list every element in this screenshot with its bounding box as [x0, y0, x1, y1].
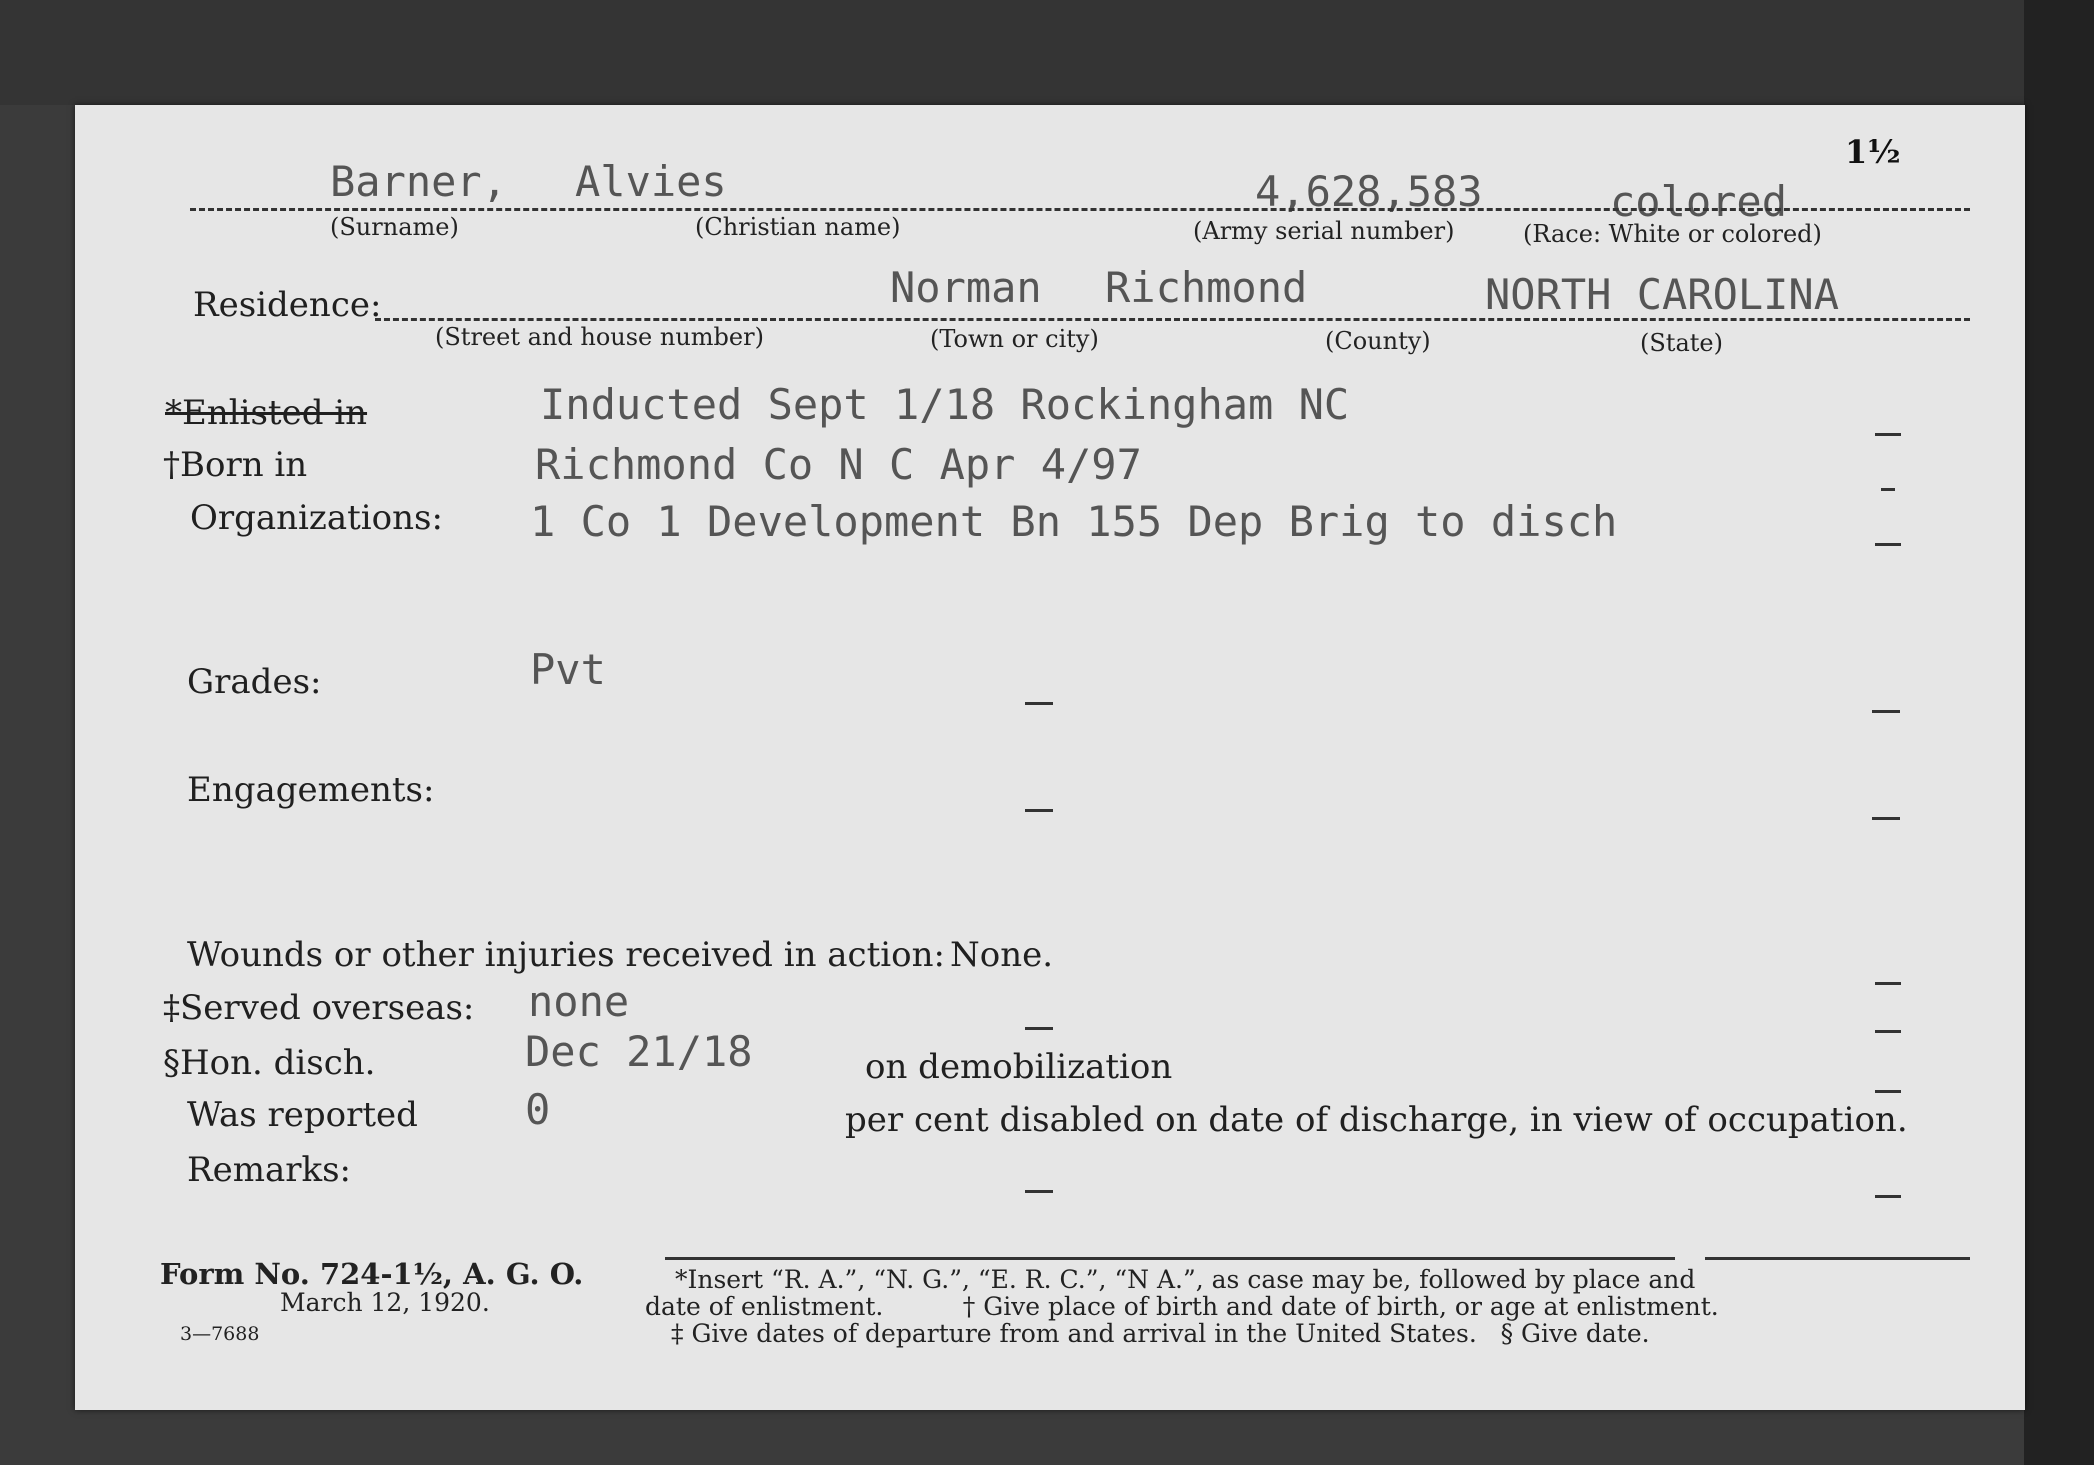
engagements-label: Engagements: [187, 770, 435, 810]
footer-note-1: *Insert “R. A.”, “N. G.”, “E. R. C.”, “N A.”, as case may be, followed by place and [675, 1265, 1696, 1294]
footer-note-3: ‡ Give dates of departure from and arrival in the United States. § Give date. [671, 1319, 1650, 1348]
scanner-backdrop [0, 0, 2094, 105]
discharge-value: Dec 21/18 [525, 1027, 753, 1076]
enlisted-value: Inducted Sept 1/18 Rockingham NC [540, 380, 1350, 429]
footer-rule [665, 1257, 1675, 1260]
grades-label: Grades: [187, 662, 322, 702]
footer-note-2: date of enlistment. † Give place of birth and date of birth, or age at enlistment. [645, 1292, 1719, 1321]
overseas-value: none [528, 977, 630, 1026]
grades-value: Pvt [530, 645, 606, 694]
county-value: Richmond [1105, 263, 1308, 312]
born-label: †Born in [163, 445, 308, 485]
town-label: (Town or city) [930, 325, 1099, 353]
organizations-label: Organizations: [190, 498, 443, 538]
discharge-note: on demobilization [865, 1047, 1173, 1087]
scanner-edge [2024, 0, 2094, 1465]
service-record-card [75, 105, 2025, 1410]
residence-line [375, 318, 1970, 321]
born-value: Richmond Co N C Apr 4/97 [535, 440, 1142, 489]
overseas-label: ‡Served overseas: [163, 988, 475, 1028]
footer-rule-right [1705, 1257, 1970, 1260]
race-label: (Race: White or colored) [1523, 220, 1822, 248]
residence-label: Residence: [193, 285, 382, 325]
enlisted-label: *Enlisted in [165, 393, 368, 433]
county-label: (County) [1325, 327, 1431, 355]
reported-note: per cent disabled on date of discharge, in view of occupation. [845, 1100, 1908, 1140]
serial-number-label: (Army serial number) [1193, 217, 1455, 245]
street-label: (Street and house number) [435, 323, 764, 351]
race-value: colored [1610, 177, 1788, 226]
form-number: Form No. 724-1½, A. G. O. [160, 1257, 584, 1291]
corner-mark: 1½ [1845, 133, 1901, 171]
christian-name-value: Alvies [575, 157, 727, 206]
surname-value: Barner, [330, 157, 508, 206]
print-code: 3—7688 [180, 1323, 260, 1345]
state-label: (State) [1640, 329, 1723, 357]
wounds-value: None. [950, 935, 1054, 975]
christian-name-label: (Christian name) [695, 213, 901, 241]
serial-number-value: 4,628,583 [1255, 167, 1483, 216]
reported-label: Was reported [187, 1095, 418, 1135]
organizations-value: 1 Co 1 Development Bn 155 Dep Brig to disch [530, 497, 1618, 546]
reported-value: 0 [525, 1085, 551, 1134]
wounds-label: Wounds or other injuries received in action: [187, 935, 945, 975]
state-value: NORTH CAROLINA [1485, 270, 1840, 319]
surname-label: (Surname) [330, 213, 459, 241]
discharge-label: §Hon. disch. [163, 1043, 376, 1083]
remarks-label: Remarks: [187, 1150, 351, 1190]
town-value: Norman [890, 263, 1042, 312]
name-line [190, 208, 1970, 211]
form-date: March 12, 1920. [280, 1288, 490, 1317]
